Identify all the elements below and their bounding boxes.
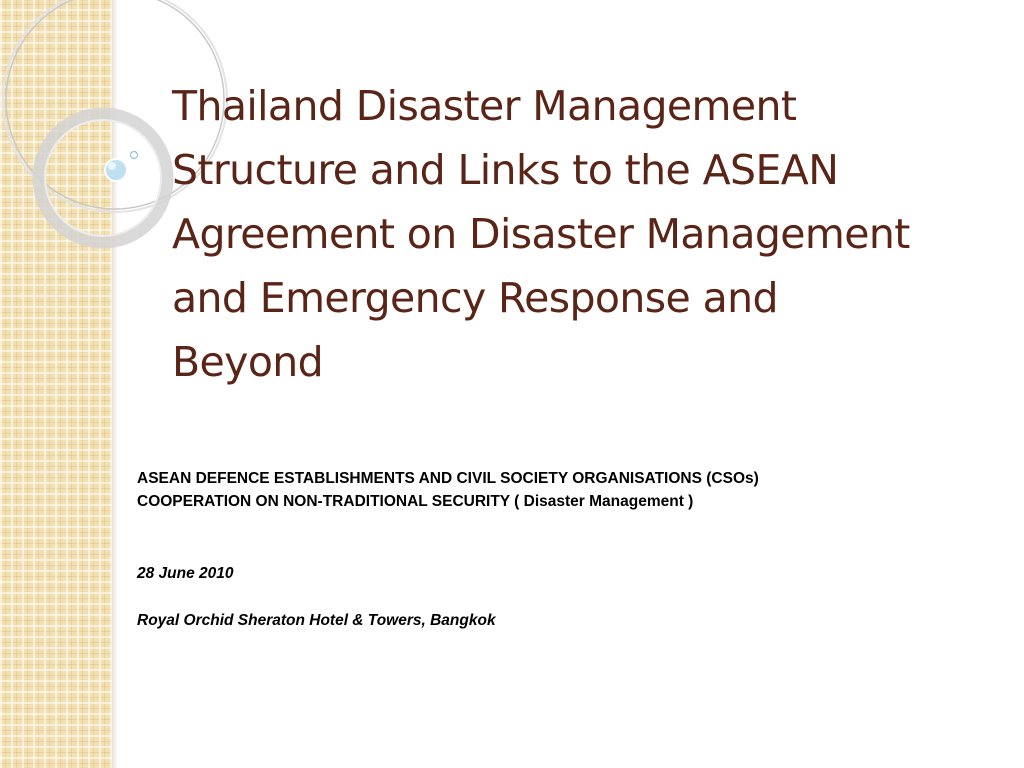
decorative-rings-icon [0,0,180,260]
event-date: 28 June 2010 [137,565,234,582]
slide-subtitle [137,467,1007,513]
subtitle-line-2: COOPERATION ON NON-TRADITIONAL SECURITY ( Disaster Management ) [137,493,694,510]
subtitle-line-1: ASEAN DEFENCE ESTABLISHMENTS AND CIVIL SOCIETY ORGANISATIONS (CSOs) [137,470,759,487]
slide-title: Thailand Disaster Management Structure and Links to the ASEAN Agreement on Disaster Management and Emergency Response and Beyond [172,82,910,386]
event-venue: Royal Orchid Sheraton Hotel & Towers, Bangkok [137,612,496,629]
